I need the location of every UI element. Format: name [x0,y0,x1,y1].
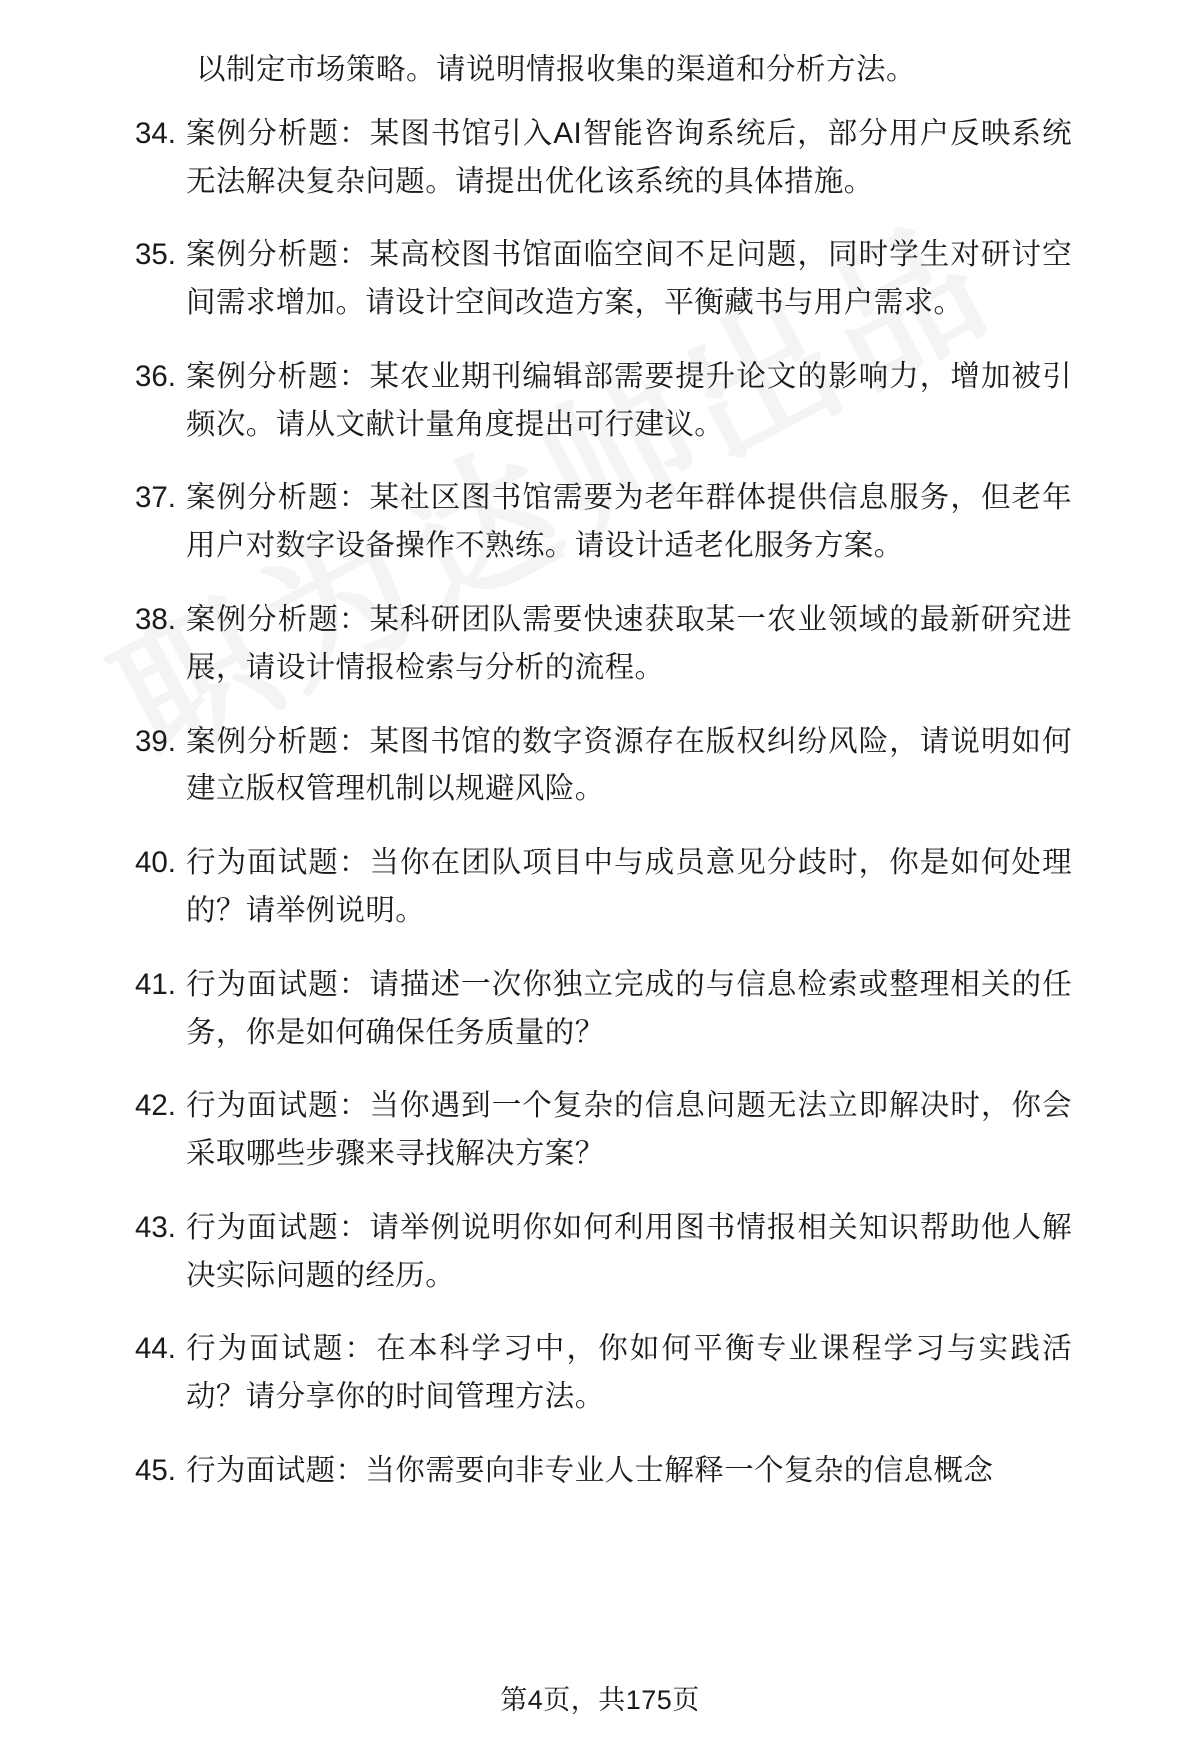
question-number: 45. [134,1453,176,1487]
list-item [128,353,1072,449]
question-text: 案例分析题：某图书馆的数字资源存在版权纠纷风险，请说明如何建立版权管理机制以规避风险。 [186,724,1072,806]
question-number: 37. [134,481,176,515]
question-text: 行为面试题：在本科学习中，你如何平衡专业课程学习与实践活动？请分享你的时间管理方法。 [186,1332,1072,1414]
list-item [128,596,1072,692]
list-item [128,474,1072,570]
question-text: 案例分析题：某农业期刊编辑部需要提升论文的影响力，增加被引频次。请从文献计量角度提出可行建议。 [186,359,1072,441]
list-item [128,718,1072,814]
question-text: 行为面试题：请举例说明你如何利用图书情报相关知识帮助他人解决实际问题的经历。 [186,1210,1072,1292]
list-item [128,1325,1072,1421]
list-item [128,110,1072,206]
question-text: 行为面试题：当你遇到一个复杂的信息问题无法立即解决时，你会采取哪些步骤来寻找解决方案？ [186,1089,1072,1171]
list-item [128,231,1072,327]
continued-paragraph: 以制定市场策略。请说明情报收集的渠道和分析方法。 [196,53,917,86]
list-item [128,839,1072,935]
list-item [128,961,1072,1057]
question-text: 案例分析题：某科研团队需要快速获取某一农业领域的最新研究进展，请设计情报检索与分析的流程。 [186,603,1072,684]
question-text: 行为面试题：当你需要向非专业人士解释一个复杂的信息概念 [186,1453,994,1487]
question-number: 39. [134,724,176,758]
question-number: 41. [134,967,176,1001]
page-footer: 第4页，共175页 [500,1685,700,1715]
question-number: 40. [134,846,176,880]
list-item [128,1447,1072,1495]
question-number: 44. [134,1332,176,1366]
list-item [128,1082,1072,1178]
question-number: 36. [134,359,176,393]
list-item [128,1204,1072,1300]
question-text: 案例分析题：某社区图书馆需要为老年群体提供信息服务，但老年用户对数字设备操作不熟练。请设计适老化服务方案。 [186,481,1072,563]
question-text: 案例分析题：某高校图书馆面临空间不足问题，同时学生对研讨空间需求增加。请设计空间改造方案，平衡藏书与用户需求。 [186,238,1072,320]
question-number: 34. [134,116,176,150]
question-text: 行为面试题：当你在团队项目中与成员意见分歧时，你是如何处理的？请举例说明。 [186,846,1072,927]
question-number: 35. [134,238,176,272]
question-number: 38. [134,603,176,637]
question-text: 案例分析题：某图书馆引入AI智能咨询系统后，部分用户反映系统无法解决复杂问题。请提出优化该系统的具体措施。 [186,116,1072,198]
question-text: 行为面试题：请描述一次你独立完成的与信息检索或整理相关的任务，你是如何确保任务质量的？ [186,967,1072,1049]
question-number: 43. [134,1210,176,1244]
question-number: 42. [134,1089,176,1123]
